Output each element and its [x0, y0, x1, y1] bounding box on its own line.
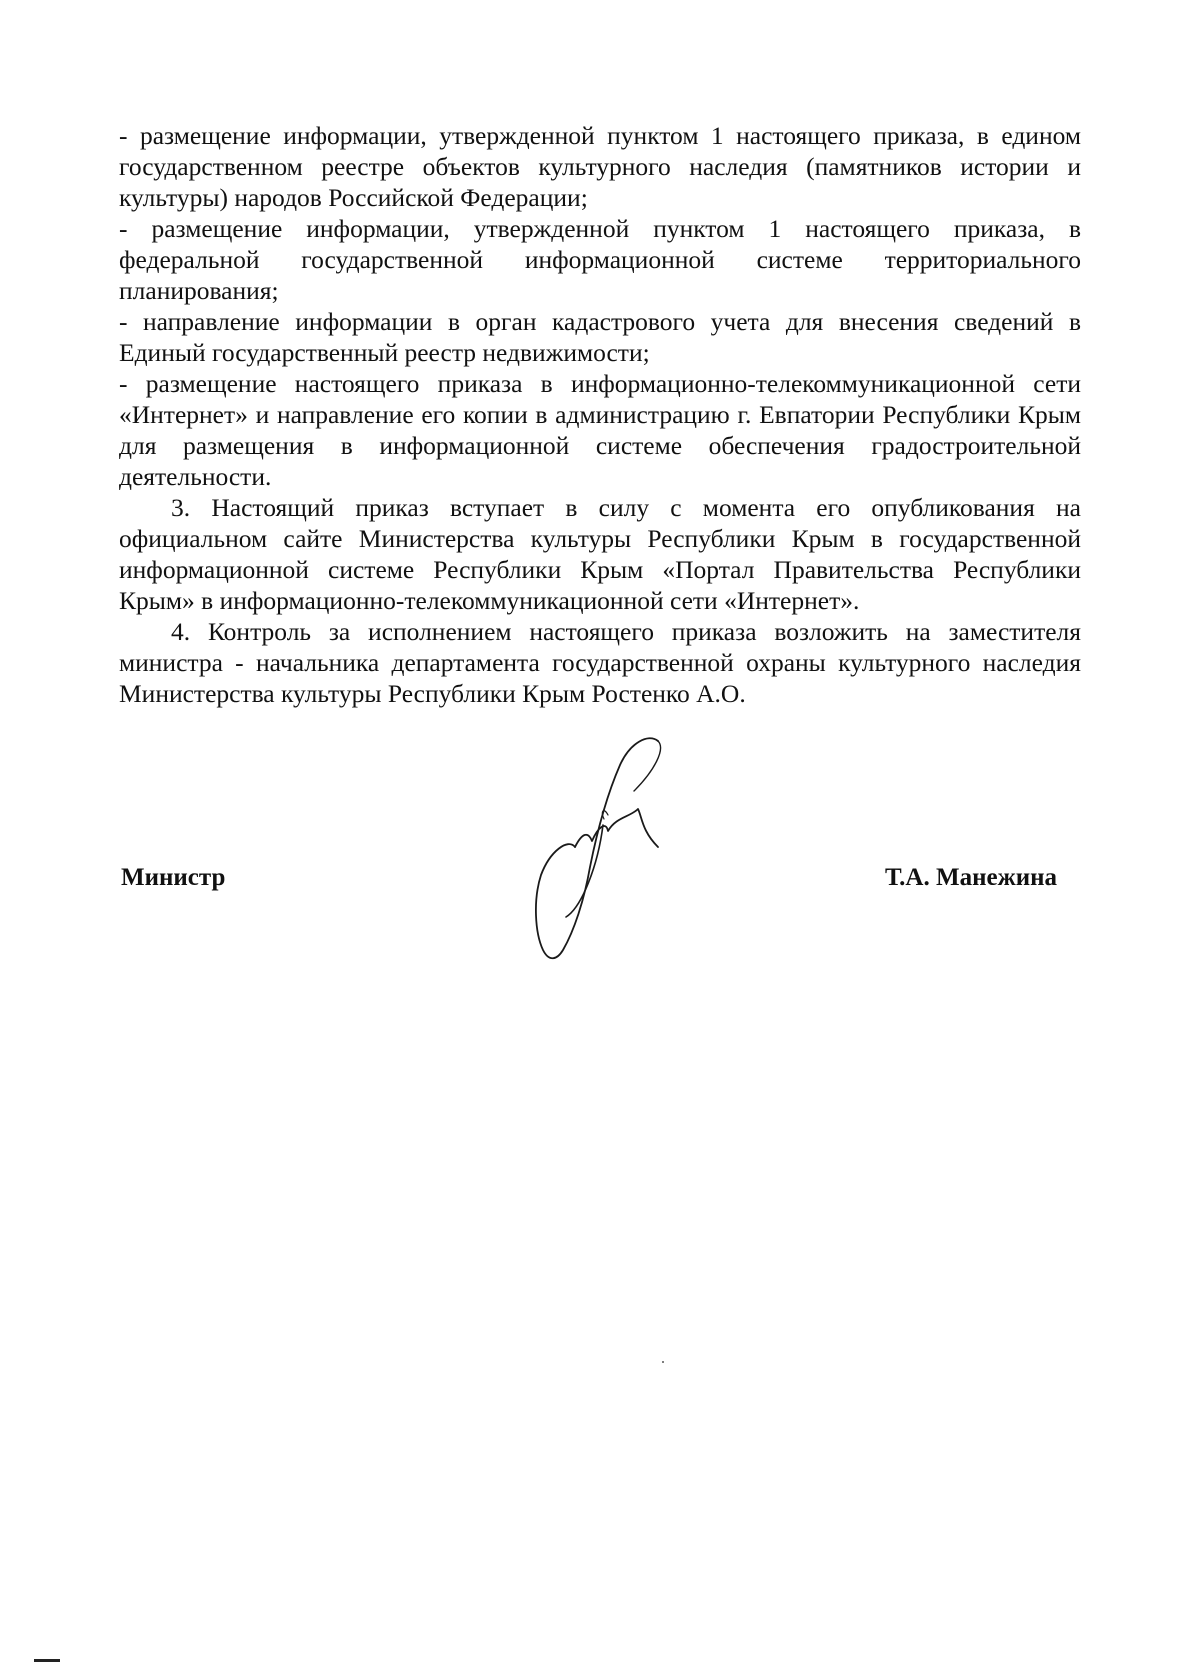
handwritten-signature: [530, 735, 715, 975]
paragraph-fgis-tp-placement: - размещение информации, утвержденной пунктом 1 настоящего приказа, в федеральной государственной информационной системе территориального планирования;: [119, 214, 1081, 305]
paragraph-egrokn-placement: - размещение информации, утвержденной пунктом 1 настоящего приказа, в едином государственном реестре объектов культурного наследия (памятников истории и культуры) народов Российской Федерации;: [119, 121, 1081, 212]
paragraph-internet-publication: - размещение настоящего приказа в информационно-телекоммуникационной сети «Интернет» и направление его копии в администрацию г. Евпатории Республики Крым для размещения в информационной системе обеспечения градостроительной деятельности.: [119, 369, 1081, 491]
paragraph-item-4-control: 4. Контроль за исполнением настоящего приказа возложить на заместителя министра - начальника департамента государственной охраны культурного наследия Министерства культуры Республики Крым Ростенко А.О.: [119, 617, 1081, 708]
paragraph-item-3-effective-date: 3. Настоящий приказ вступает в силу с момента его опубликования на официальном сайте Министерства культуры Республики Крым в государственной информационной системе Республики Крым «Портал Правительства Республики Крым» в информационно-телекоммуникационной сети «Интернет».: [119, 493, 1081, 615]
signatory-name: Т.А. Манежина: [885, 864, 1058, 891]
paragraph-cadastral-registry: - направление информации в орган кадастрового учета для внесения сведений в Единый государственный реестр недвижимости;: [119, 307, 1081, 367]
scan-edge-mark: [34, 1659, 60, 1662]
scan-speck: [662, 1361, 664, 1363]
signatory-title: Министр: [121, 864, 226, 891]
document-body: [119, 120, 1081, 709]
